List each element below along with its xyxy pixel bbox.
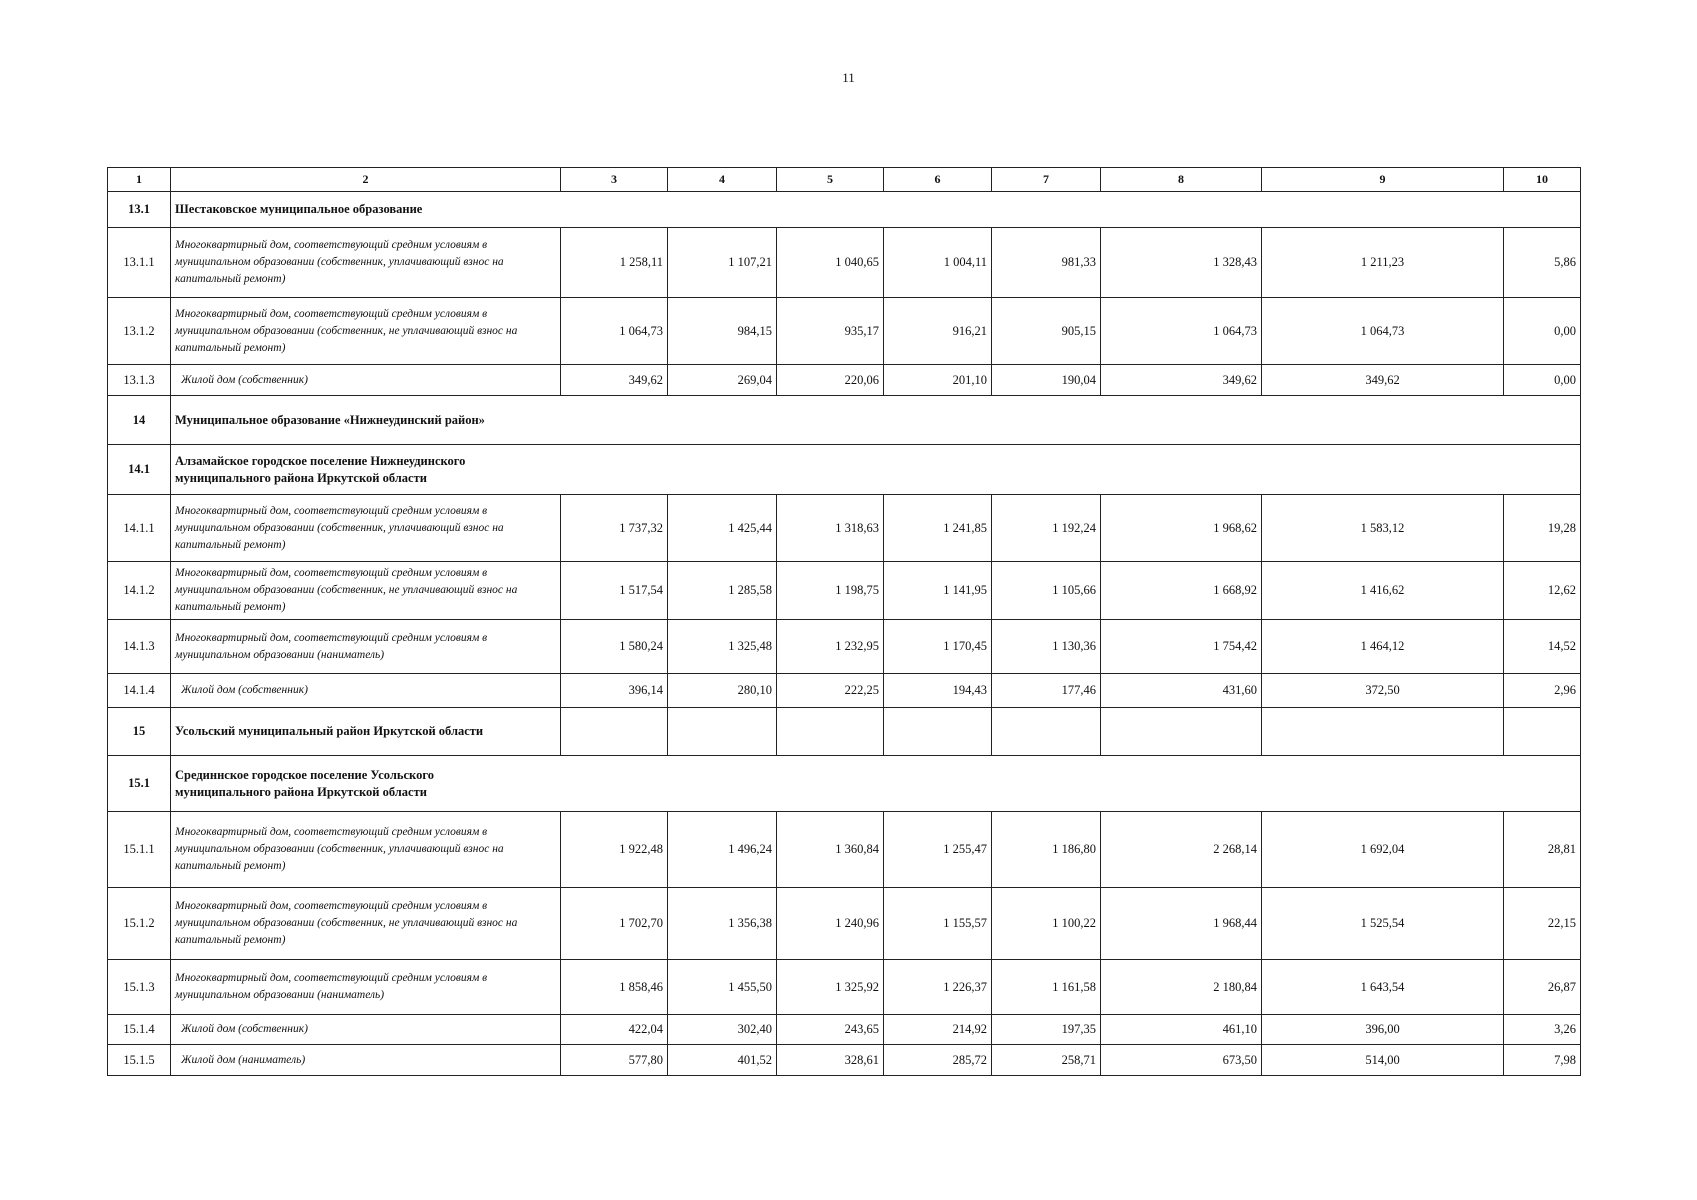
header-cell: 8 — [1101, 168, 1262, 192]
value-cell: 2 180,84 — [1101, 960, 1262, 1015]
row-code: 15.1.4 — [108, 1015, 171, 1045]
header-cell: 9 — [1262, 168, 1504, 192]
row-code: 15 — [108, 708, 171, 756]
value-cell: 916,21 — [884, 298, 992, 365]
row-code: 14.1.3 — [108, 620, 171, 674]
value-cell: 1 105,66 — [992, 562, 1101, 620]
value-cell: 0,00 — [1504, 365, 1581, 396]
section-title: Муниципальное образование «Нижнеудинский район» — [171, 396, 1581, 445]
empty-cell — [1504, 708, 1581, 756]
value-cell: 190,04 — [992, 365, 1101, 396]
row-code: 14.1.4 — [108, 674, 171, 708]
empty-cell — [561, 708, 668, 756]
header-cell: 3 — [561, 168, 668, 192]
header-cell: 10 — [1504, 168, 1581, 192]
table-row — [108, 1015, 1581, 1045]
value-cell: 201,10 — [884, 365, 992, 396]
row-code: 15.1.3 — [108, 960, 171, 1015]
row-description: Многоквартирный дом, соответствующий средним условиям в муниципальном образовании (наниматель) — [171, 620, 561, 674]
value-cell: 349,62 — [561, 365, 668, 396]
value-cell: 1 241,85 — [884, 495, 992, 562]
value-cell: 302,40 — [668, 1015, 777, 1045]
value-cell: 349,62 — [1101, 365, 1262, 396]
value-cell: 1 064,73 — [1262, 298, 1504, 365]
row-code: 14.1 — [108, 445, 171, 495]
value-cell: 1 155,57 — [884, 888, 992, 960]
value-cell: 197,35 — [992, 1015, 1101, 1045]
value-cell: 28,81 — [1504, 812, 1581, 888]
value-cell: 1 360,84 — [777, 812, 884, 888]
header-row — [108, 168, 1581, 192]
header-cell: 4 — [668, 168, 777, 192]
value-cell: 1 130,36 — [992, 620, 1101, 674]
empty-cell — [1262, 708, 1504, 756]
table-row — [108, 812, 1581, 888]
value-cell: 1 702,70 — [561, 888, 668, 960]
empty-cell — [992, 708, 1101, 756]
row-description: Многоквартирный дом, соответствующий средним условиям в муниципальном образовании (собственник, уплачивающий взнос на капитальный ремонт) — [171, 812, 561, 888]
value-cell: 396,00 — [1262, 1015, 1504, 1045]
table-body — [108, 168, 1581, 1076]
value-cell: 1 064,73 — [561, 298, 668, 365]
header-cell: 5 — [777, 168, 884, 192]
row-code: 13.1 — [108, 192, 171, 228]
row-description: Многоквартирный дом, соответствующий средним условиям в муниципальном образовании (собственник, уплачивающий взнос на капитальный ремонт) — [171, 228, 561, 298]
value-cell: 1 464,12 — [1262, 620, 1504, 674]
value-cell: 1 416,62 — [1262, 562, 1504, 620]
value-cell: 1 285,58 — [668, 562, 777, 620]
value-cell: 22,15 — [1504, 888, 1581, 960]
table-row — [108, 674, 1581, 708]
value-cell: 935,17 — [777, 298, 884, 365]
value-cell: 328,61 — [777, 1045, 884, 1076]
value-cell: 1 192,24 — [992, 495, 1101, 562]
table-row — [108, 1045, 1581, 1076]
value-cell: 1 325,92 — [777, 960, 884, 1015]
section-title-text: Срединнское городское поселение Усольского муниципального района Иркутской области — [175, 767, 434, 799]
value-cell: 1 643,54 — [1262, 960, 1504, 1015]
value-cell: 1 198,75 — [777, 562, 884, 620]
table-row — [108, 620, 1581, 674]
value-cell: 396,14 — [561, 674, 668, 708]
value-cell: 1 255,47 — [884, 812, 992, 888]
empty-cell — [884, 708, 992, 756]
value-cell: 258,71 — [992, 1045, 1101, 1076]
table-row — [108, 298, 1581, 365]
value-cell: 577,80 — [561, 1045, 668, 1076]
header-cell: 2 — [171, 168, 561, 192]
value-cell: 372,50 — [1262, 674, 1504, 708]
table-row — [108, 888, 1581, 960]
value-cell: 422,04 — [561, 1015, 668, 1045]
row-description: Многоквартирный дом, соответствующий средним условиям в муниципальном образовании (собственник, не уплачивающий взнос на капитальный ремонт) — [171, 562, 561, 620]
row-code: 14.1.2 — [108, 562, 171, 620]
table-row — [108, 562, 1581, 620]
value-cell: 12,62 — [1504, 562, 1581, 620]
row-code: 13.1.3 — [108, 365, 171, 396]
value-cell: 401,52 — [668, 1045, 777, 1076]
value-cell: 461,10 — [1101, 1015, 1262, 1045]
value-cell: 1 211,23 — [1262, 228, 1504, 298]
value-cell: 514,00 — [1262, 1045, 1504, 1076]
row-description: Многоквартирный дом, соответствующий средним условиям в муниципальном образовании (наниматель) — [171, 960, 561, 1015]
value-cell: 1 064,73 — [1101, 298, 1262, 365]
section-title — [171, 756, 1581, 812]
header-cell: 1 — [108, 168, 171, 192]
value-cell: 1 737,32 — [561, 495, 668, 562]
value-cell: 194,43 — [884, 674, 992, 708]
value-cell: 1 325,48 — [668, 620, 777, 674]
value-cell: 1 004,11 — [884, 228, 992, 298]
row-description: Многоквартирный дом, соответствующий средним условиям в муниципальном образовании (собственник, не уплачивающий взнос на капитальный ремонт) — [171, 888, 561, 960]
value-cell: 1 107,21 — [668, 228, 777, 298]
row-description: Многоквартирный дом, соответствующий средним условиям в муниципальном образовании (собственник, уплачивающий взнос на капитальный ремонт) — [171, 495, 561, 562]
value-cell: 177,46 — [992, 674, 1101, 708]
value-cell: 1 968,44 — [1101, 888, 1262, 960]
row-code: 14.1.1 — [108, 495, 171, 562]
tariff-table — [107, 167, 1581, 1076]
value-cell: 1 580,24 — [561, 620, 668, 674]
value-cell: 1 517,54 — [561, 562, 668, 620]
value-cell: 19,28 — [1504, 495, 1581, 562]
value-cell: 981,33 — [992, 228, 1101, 298]
value-cell: 220,06 — [777, 365, 884, 396]
row-code: 15.1.5 — [108, 1045, 171, 1076]
value-cell: 0,00 — [1504, 298, 1581, 365]
value-cell: 1 858,46 — [561, 960, 668, 1015]
value-cell: 1 754,42 — [1101, 620, 1262, 674]
table-row — [108, 365, 1581, 396]
section-row — [108, 192, 1581, 228]
value-cell: 349,62 — [1262, 365, 1504, 396]
section-row — [108, 708, 1581, 756]
value-cell: 905,15 — [992, 298, 1101, 365]
empty-cell — [668, 708, 777, 756]
table-row — [108, 960, 1581, 1015]
value-cell: 1 161,58 — [992, 960, 1101, 1015]
value-cell: 280,10 — [668, 674, 777, 708]
value-cell: 1 496,24 — [668, 812, 777, 888]
table-row — [108, 228, 1581, 298]
row-description: Жилой дом (собственник) — [171, 365, 561, 396]
value-cell: 14,52 — [1504, 620, 1581, 674]
row-description: Жилой дом (собственник) — [171, 1015, 561, 1045]
section-row — [108, 396, 1581, 445]
value-cell: 1 583,12 — [1262, 495, 1504, 562]
value-cell: 1 100,22 — [992, 888, 1101, 960]
row-code: 15.1.1 — [108, 812, 171, 888]
table-row — [108, 495, 1581, 562]
value-cell: 214,92 — [884, 1015, 992, 1045]
section-row — [108, 756, 1581, 812]
value-cell: 673,50 — [1101, 1045, 1262, 1076]
value-cell: 2,96 — [1504, 674, 1581, 708]
value-cell: 1 425,44 — [668, 495, 777, 562]
value-cell: 5,86 — [1504, 228, 1581, 298]
row-description: Многоквартирный дом, соответствующий средним условиям в муниципальном образовании (собственник, не уплачивающий взнос на капитальный ремонт) — [171, 298, 561, 365]
empty-cell — [1101, 708, 1262, 756]
value-cell: 1 232,95 — [777, 620, 884, 674]
value-cell: 269,04 — [668, 365, 777, 396]
value-cell: 1 141,95 — [884, 562, 992, 620]
value-cell: 3,26 — [1504, 1015, 1581, 1045]
value-cell: 431,60 — [1101, 674, 1262, 708]
value-cell: 1 455,50 — [668, 960, 777, 1015]
value-cell: 285,72 — [884, 1045, 992, 1076]
value-cell: 1 968,62 — [1101, 495, 1262, 562]
header-cell: 7 — [992, 168, 1101, 192]
value-cell: 1 040,65 — [777, 228, 884, 298]
value-cell: 1 525,54 — [1262, 888, 1504, 960]
row-description: Жилой дом (наниматель) — [171, 1045, 561, 1076]
value-cell: 2 268,14 — [1101, 812, 1262, 888]
row-description: Жилой дом (собственник) — [171, 674, 561, 708]
section-title: Усольский муниципальный район Иркутской области — [171, 708, 561, 756]
value-cell: 243,65 — [777, 1015, 884, 1045]
value-cell: 1 186,80 — [992, 812, 1101, 888]
row-code: 14 — [108, 396, 171, 445]
value-cell: 984,15 — [668, 298, 777, 365]
value-cell: 1 318,63 — [777, 495, 884, 562]
page-number: 11 — [842, 70, 855, 85]
value-cell: 1 170,45 — [884, 620, 992, 674]
value-cell: 1 240,96 — [777, 888, 884, 960]
row-code: 13.1.2 — [108, 298, 171, 365]
section-title-text: Алзамайское городское поселение Нижнеудинского муниципального района Иркутской области — [175, 453, 466, 485]
section-title: Шестаковское муниципальное образование — [171, 192, 1581, 228]
value-cell: 1 922,48 — [561, 812, 668, 888]
value-cell: 1 668,92 — [1101, 562, 1262, 620]
value-cell: 7,98 — [1504, 1045, 1581, 1076]
section-row — [108, 445, 1581, 495]
value-cell: 222,25 — [777, 674, 884, 708]
row-code: 13.1.1 — [108, 228, 171, 298]
empty-cell — [777, 708, 884, 756]
section-title — [171, 445, 1581, 495]
value-cell: 1 692,04 — [1262, 812, 1504, 888]
row-code: 15.1 — [108, 756, 171, 812]
value-cell: 26,87 — [1504, 960, 1581, 1015]
value-cell: 1 356,38 — [668, 888, 777, 960]
value-cell: 1 258,11 — [561, 228, 668, 298]
row-code: 15.1.2 — [108, 888, 171, 960]
header-cell: 6 — [884, 168, 992, 192]
value-cell: 1 226,37 — [884, 960, 992, 1015]
value-cell: 1 328,43 — [1101, 228, 1262, 298]
